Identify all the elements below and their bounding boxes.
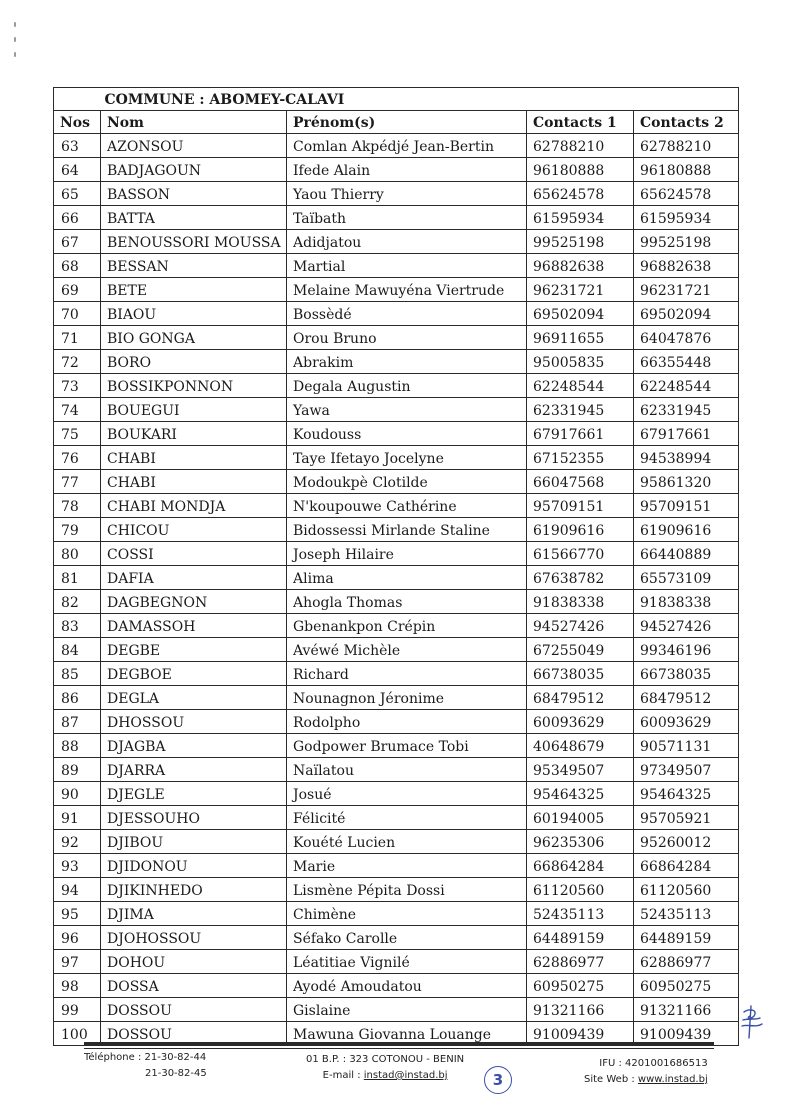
row-contact-1: 96235306 — [527, 830, 634, 854]
row-number: 97 — [54, 950, 101, 974]
table-row — [54, 374, 739, 398]
row-nom: DJIKINHEDO — [101, 878, 287, 902]
row-contact-1: 61566770 — [527, 542, 634, 566]
roster-table — [53, 87, 739, 1046]
row-number: 65 — [54, 182, 101, 206]
row-nom: DAGBEGNON — [101, 590, 287, 614]
row-number: 88 — [54, 734, 101, 758]
row-contact-1: 95709151 — [527, 494, 634, 518]
row-contact-2: 60950275 — [634, 974, 739, 998]
row-contact-1: 62248544 — [527, 374, 634, 398]
row-nom: CHABI — [101, 446, 287, 470]
row-prenoms: Kouété Lucien — [287, 830, 527, 854]
table-row — [54, 638, 739, 662]
row-number: 66 — [54, 206, 101, 230]
commune-title: COMMUNE : ABOMEY-CALAVI — [101, 88, 739, 111]
row-number: 72 — [54, 350, 101, 374]
row-prenoms: Bossèdé — [287, 302, 527, 326]
row-contact-2: 62248544 — [634, 374, 739, 398]
row-prenoms: Comlan Akpédjé Jean-Bertin — [287, 134, 527, 158]
row-contact-1: 94527426 — [527, 614, 634, 638]
row-nom: AZONSOU — [101, 134, 287, 158]
row-contact-1: 64489159 — [527, 926, 634, 950]
row-contact-2: 61595934 — [634, 206, 739, 230]
table-row — [54, 158, 739, 182]
table-row — [54, 854, 739, 878]
row-contact-1: 95005835 — [527, 350, 634, 374]
row-number: 84 — [54, 638, 101, 662]
row-contact-2: 94538994 — [634, 446, 739, 470]
row-number: 99 — [54, 998, 101, 1022]
row-contact-2: 91838338 — [634, 590, 739, 614]
row-contact-1: 60093629 — [527, 710, 634, 734]
row-contact-2: 95705921 — [634, 806, 739, 830]
footer-phones — [84, 1050, 207, 1082]
column-header-row — [54, 111, 739, 134]
row-nom: BETE — [101, 278, 287, 302]
row-contact-2: 96180888 — [634, 158, 739, 182]
roster-body — [54, 134, 739, 1046]
row-prenoms: Gbenankpon Crépin — [287, 614, 527, 638]
row-prenoms: Modoukpè Clotilde — [287, 470, 527, 494]
row-prenoms: Félicité — [287, 806, 527, 830]
table-row — [54, 278, 739, 302]
row-prenoms: Richard — [287, 662, 527, 686]
row-contact-2: 68479512 — [634, 686, 739, 710]
row-contact-1: 96231721 — [527, 278, 634, 302]
table-row — [54, 446, 739, 470]
row-contact-1: 96882638 — [527, 254, 634, 278]
table-row — [54, 830, 739, 854]
row-number: 71 — [54, 326, 101, 350]
table-row — [54, 302, 739, 326]
row-contact-2: 99346196 — [634, 638, 739, 662]
row-contact-2: 66355448 — [634, 350, 739, 374]
row-number: 78 — [54, 494, 101, 518]
row-number: 90 — [54, 782, 101, 806]
table-row — [54, 590, 739, 614]
header-prenoms: Prénom(s) — [287, 111, 527, 134]
footer-company-info — [584, 1056, 708, 1088]
row-contact-2: 95464325 — [634, 782, 739, 806]
row-prenoms: Taye Ifetayo Jocelyne — [287, 446, 527, 470]
table-row — [54, 686, 739, 710]
table-row — [54, 518, 739, 542]
row-number: 92 — [54, 830, 101, 854]
table-row — [54, 974, 739, 998]
footer-rule-thick — [84, 1042, 714, 1045]
row-contact-1: 52435113 — [527, 902, 634, 926]
row-number: 87 — [54, 710, 101, 734]
row-contact-2: 61120560 — [634, 878, 739, 902]
row-prenoms: Godpower Brumace Tobi — [287, 734, 527, 758]
row-contact-2: 66864284 — [634, 854, 739, 878]
row-contact-1: 69502094 — [527, 302, 634, 326]
row-nom: DHOSSOU — [101, 710, 287, 734]
row-contact-2: 91009439 — [634, 1022, 739, 1046]
table-row — [54, 926, 739, 950]
row-contact-2: 61909616 — [634, 518, 739, 542]
commune-header-row — [54, 88, 739, 111]
row-number: 100 — [54, 1022, 101, 1046]
row-contact-1: 91321166 — [527, 998, 634, 1022]
row-nom: BATTA — [101, 206, 287, 230]
row-contact-1: 62331945 — [527, 398, 634, 422]
row-prenoms: Mawuna Giovanna Louange — [287, 1022, 527, 1046]
row-nom: DJIDONOU — [101, 854, 287, 878]
row-nom: BOUEGUI — [101, 398, 287, 422]
row-contact-2: 95260012 — [634, 830, 739, 854]
row-contact-1: 65624578 — [527, 182, 634, 206]
row-nom: CHABI — [101, 470, 287, 494]
row-prenoms: Léatitiae Vignilé — [287, 950, 527, 974]
table-row — [54, 566, 739, 590]
row-contact-2: 60093629 — [634, 710, 739, 734]
row-contact-1: 61120560 — [527, 878, 634, 902]
table-row — [54, 782, 739, 806]
row-contact-1: 68479512 — [527, 686, 634, 710]
row-prenoms: Bidossessi Mirlande Staline — [287, 518, 527, 542]
row-contact-2: 62331945 — [634, 398, 739, 422]
row-nom: DOSSOU — [101, 1022, 287, 1046]
row-contact-1: 95349507 — [527, 758, 634, 782]
footer-address — [306, 1052, 464, 1084]
table-row — [54, 998, 739, 1022]
table-row — [54, 542, 739, 566]
table-row — [54, 230, 739, 254]
row-number: 70 — [54, 302, 101, 326]
row-contact-2: 62886977 — [634, 950, 739, 974]
row-number: 82 — [54, 590, 101, 614]
row-nom: DAMASSOH — [101, 614, 287, 638]
row-contact-1: 61595934 — [527, 206, 634, 230]
table-row — [54, 422, 739, 446]
row-nom: DEGBE — [101, 638, 287, 662]
row-contact-1: 91009439 — [527, 1022, 634, 1046]
table-row — [54, 662, 739, 686]
row-prenoms: Koudouss — [287, 422, 527, 446]
row-number: 79 — [54, 518, 101, 542]
table-row — [54, 758, 739, 782]
row-prenoms: Naïlatou — [287, 758, 527, 782]
row-number: 86 — [54, 686, 101, 710]
row-nom: BASSON — [101, 182, 287, 206]
row-nom: DJESSOUHO — [101, 806, 287, 830]
row-prenoms: Abrakim — [287, 350, 527, 374]
row-number: 91 — [54, 806, 101, 830]
table-row — [54, 902, 739, 926]
row-prenoms: Ahogla Thomas — [287, 590, 527, 614]
row-nom: BESSAN — [101, 254, 287, 278]
row-prenoms: Yaou Thierry — [287, 182, 527, 206]
signature-mark — [738, 1004, 764, 1040]
table-row — [54, 134, 739, 158]
row-prenoms: Avéwé Michèle — [287, 638, 527, 662]
row-number: 74 — [54, 398, 101, 422]
row-number: 95 — [54, 902, 101, 926]
row-nom: BORO — [101, 350, 287, 374]
row-contact-1: 62886977 — [527, 950, 634, 974]
row-contact-2: 65624578 — [634, 182, 739, 206]
row-prenoms: Rodolpho — [287, 710, 527, 734]
row-nom: DJEGLE — [101, 782, 287, 806]
row-nom: BOSSIKPONNON — [101, 374, 287, 398]
row-contact-2: 90571131 — [634, 734, 739, 758]
row-contact-2: 95861320 — [634, 470, 739, 494]
row-nom: DAFIA — [101, 566, 287, 590]
row-prenoms: Nounagnon Jéronime — [287, 686, 527, 710]
footer-phone-2: 21-30-82-45 — [145, 1068, 207, 1079]
row-contact-1: 60194005 — [527, 806, 634, 830]
row-nom: CHICOU — [101, 518, 287, 542]
row-contact-1: 60950275 — [527, 974, 634, 998]
row-prenoms: Joseph Hilaire — [287, 542, 527, 566]
footer-email-link[interactable]: instad@instad.bj — [363, 1070, 448, 1081]
table-row — [54, 206, 739, 230]
row-contact-1: 91838338 — [527, 590, 634, 614]
row-number: 75 — [54, 422, 101, 446]
row-nom: DOSSA — [101, 974, 287, 998]
table-row — [54, 806, 739, 830]
row-contact-2: 52435113 — [634, 902, 739, 926]
row-nom: DJIMA — [101, 902, 287, 926]
row-contact-2: 64489159 — [634, 926, 739, 950]
row-nom: CHABI MONDJA — [101, 494, 287, 518]
row-contact-2: 96882638 — [634, 254, 739, 278]
row-contact-2: 96231721 — [634, 278, 739, 302]
row-nom: BENOUSSORI MOUSSA — [101, 230, 287, 254]
row-contact-2: 66440889 — [634, 542, 739, 566]
row-contact-2: 67917661 — [634, 422, 739, 446]
row-contact-2: 66738035 — [634, 662, 739, 686]
row-number: 67 — [54, 230, 101, 254]
table-row — [54, 470, 739, 494]
row-prenoms: N'koupouwe Cathérine — [287, 494, 527, 518]
header-contacts-1: Contacts 1 — [527, 111, 634, 134]
row-contact-2: 94527426 — [634, 614, 739, 638]
row-contact-1: 40648679 — [527, 734, 634, 758]
row-number: 77 — [54, 470, 101, 494]
row-prenoms: Marie — [287, 854, 527, 878]
row-contact-2: 95709151 — [634, 494, 739, 518]
row-number: 64 — [54, 158, 101, 182]
table-row — [54, 398, 739, 422]
row-prenoms: Chimène — [287, 902, 527, 926]
row-nom: BADJAGOUN — [101, 158, 287, 182]
row-contact-2: 65573109 — [634, 566, 739, 590]
row-number: 63 — [54, 134, 101, 158]
row-contact-2: 91321166 — [634, 998, 739, 1022]
row-contact-1: 61909616 — [527, 518, 634, 542]
row-number: 89 — [54, 758, 101, 782]
row-contact-1: 67152355 — [527, 446, 634, 470]
row-nom: DJOHOSSOU — [101, 926, 287, 950]
footer-email-line: E-mail : instad@instad.bj — [322, 1070, 448, 1081]
header-nom: Nom — [101, 111, 287, 134]
row-number: 73 — [54, 374, 101, 398]
row-prenoms: Séfako Carolle — [287, 926, 527, 950]
row-number: 68 — [54, 254, 101, 278]
row-prenoms: Yawa — [287, 398, 527, 422]
row-number: 80 — [54, 542, 101, 566]
row-prenoms: Josué — [287, 782, 527, 806]
row-contact-2: 99525198 — [634, 230, 739, 254]
row-contact-1: 99525198 — [527, 230, 634, 254]
row-nom: DJIBOU — [101, 830, 287, 854]
row-nom: DEGLA — [101, 686, 287, 710]
table-row — [54, 710, 739, 734]
page-number-stamp: 3 — [484, 1066, 512, 1094]
row-nom: BIO GONGA — [101, 326, 287, 350]
row-nom: COSSI — [101, 542, 287, 566]
row-contact-1: 66047568 — [527, 470, 634, 494]
row-nom: DOHOU — [101, 950, 287, 974]
row-prenoms: Melaine Mawuyéna Viertrude — [287, 278, 527, 302]
table-row — [54, 878, 739, 902]
row-contact-1: 95464325 — [527, 782, 634, 806]
row-contact-1: 96911655 — [527, 326, 634, 350]
footer-postal-address: 01 B.P. : 323 COTONOU - BENIN — [306, 1054, 465, 1065]
table-row — [54, 734, 739, 758]
row-nom: DJAGBA — [101, 734, 287, 758]
row-prenoms: Gislaine — [287, 998, 527, 1022]
row-contact-1: 96180888 — [527, 158, 634, 182]
table-row — [54, 326, 739, 350]
table-row — [54, 182, 739, 206]
row-nom: BOUKARI — [101, 422, 287, 446]
row-prenoms: Degala Augustin — [287, 374, 527, 398]
row-nom: DJARRA — [101, 758, 287, 782]
row-contact-1: 67255049 — [527, 638, 634, 662]
row-prenoms: Orou Bruno — [287, 326, 527, 350]
row-number: 81 — [54, 566, 101, 590]
row-contact-2: 69502094 — [634, 302, 739, 326]
row-prenoms: Ayodé Amoudatou — [287, 974, 527, 998]
footer-phone-1: Téléphone : 21-30-82-44 — [84, 1052, 207, 1063]
table-row — [54, 350, 739, 374]
row-prenoms: Adidjatou — [287, 230, 527, 254]
row-number: 94 — [54, 878, 101, 902]
row-number: 85 — [54, 662, 101, 686]
row-number: 93 — [54, 854, 101, 878]
table-row — [54, 254, 739, 278]
row-prenoms: Alima — [287, 566, 527, 590]
footer-web-line: Site Web : www.instad.bj — [584, 1074, 708, 1085]
row-prenoms: Lismène Pépita Dossi — [287, 878, 527, 902]
header-nos: Nos — [54, 111, 101, 134]
row-contact-2: 64047876 — [634, 326, 739, 350]
table-row — [54, 950, 739, 974]
header-contacts-2: Contacts 2 — [634, 111, 739, 134]
row-nom: DOSSOU — [101, 998, 287, 1022]
row-number: 96 — [54, 926, 101, 950]
row-contact-1: 66738035 — [527, 662, 634, 686]
margin-marks — [8, 18, 28, 88]
row-prenoms: Martial — [287, 254, 527, 278]
row-number: 83 — [54, 614, 101, 638]
row-nom: BIAOU — [101, 302, 287, 326]
row-contact-1: 66864284 — [527, 854, 634, 878]
footer-rule-thin — [84, 1048, 714, 1049]
footer-web-link[interactable]: www.instad.bj — [637, 1074, 708, 1085]
row-number: 76 — [54, 446, 101, 470]
table-row — [54, 614, 739, 638]
row-nom: DEGBOE — [101, 662, 287, 686]
footer-ifu: IFU : 4201001686513 — [599, 1058, 708, 1069]
row-prenoms: Ifede Alain — [287, 158, 527, 182]
row-contact-1: 62788210 — [527, 134, 634, 158]
row-prenoms: Taïbath — [287, 206, 527, 230]
row-contact-2: 97349507 — [634, 758, 739, 782]
table-row — [54, 494, 739, 518]
row-contact-1: 67917661 — [527, 422, 634, 446]
row-number: 69 — [54, 278, 101, 302]
row-contact-1: 67638782 — [527, 566, 634, 590]
row-number: 98 — [54, 974, 101, 998]
row-contact-2: 62788210 — [634, 134, 739, 158]
